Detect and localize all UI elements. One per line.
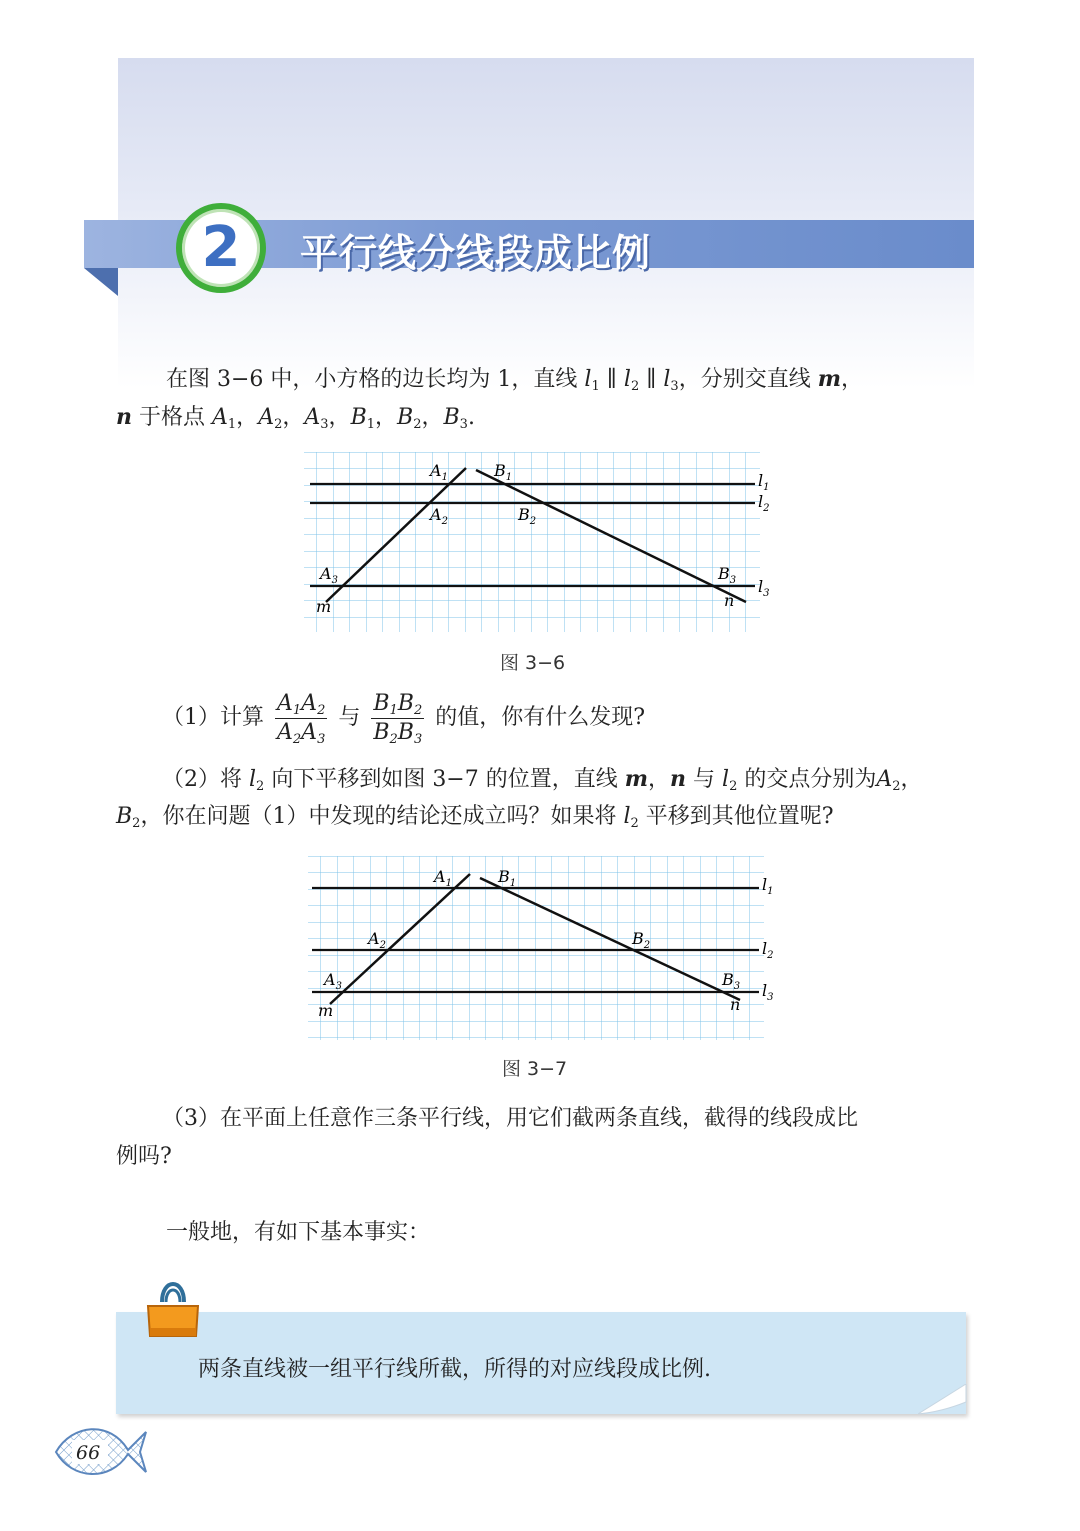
general-statement: 一般地，有如下基本事实： bbox=[166, 1220, 431, 1245]
section-title: 平行线分线段成比例 bbox=[300, 231, 652, 275]
label-m: m bbox=[316, 597, 332, 616]
grid bbox=[304, 452, 760, 632]
section-number: 2 bbox=[201, 215, 241, 280]
section-number-badge bbox=[176, 203, 266, 293]
basic-fact-text: 两条直线被一组平行线所截，所得的对应线段成比例. bbox=[198, 1357, 711, 1382]
label-n: n bbox=[730, 995, 741, 1014]
label-l2: $l_2$ bbox=[762, 939, 774, 961]
question-1: （1）计算 $\frac{A_1A_2}{A_2A_3}$ 与 $\frac{B_1B_2}{B_2B_3}$ 的值，你有什么发现? bbox=[162, 690, 646, 747]
page-number-ornament bbox=[54, 1420, 150, 1484]
label-l3: $l_3$ bbox=[758, 577, 770, 599]
label-B3: $B_3$ bbox=[718, 564, 737, 586]
label-n: n bbox=[724, 591, 735, 610]
intro-line-1: 在图 3−6 中，小方格的边长均为 1，直线 $l_1$ ∥ $l_2$ ∥ $l_3$，分别交直线 m， bbox=[166, 366, 863, 394]
paper-clip-icon bbox=[144, 1272, 202, 1344]
label-A3: $A_3$ bbox=[320, 564, 338, 586]
fraction-B: $\frac{B_1B_2}{B_2B_3}$ bbox=[373, 690, 423, 747]
question-3-line-2: 例吗? bbox=[116, 1144, 172, 1169]
page-number: 66 bbox=[76, 1442, 101, 1464]
figure-3-6 bbox=[300, 452, 780, 636]
label-A3: $A_3$ bbox=[324, 970, 342, 992]
label-l2: $l_2$ bbox=[758, 492, 770, 514]
label-B3: $B_3$ bbox=[722, 970, 741, 992]
figure-3-6-caption: 图 3−6 bbox=[500, 652, 566, 674]
page-curl bbox=[918, 1384, 968, 1416]
figure-3-7-caption: 图 3−7 bbox=[502, 1058, 568, 1080]
label-A1: $A_1$ bbox=[430, 461, 448, 483]
fraction-A: $\frac{A_1A_2}{A_2A_3}$ bbox=[277, 690, 326, 747]
label-A1: $A_1$ bbox=[434, 867, 452, 889]
label-B1: $B_1$ bbox=[498, 867, 517, 889]
figure-3-7 bbox=[304, 856, 784, 1046]
label-l1: $l_1$ bbox=[762, 875, 774, 897]
label-A2: $A_2$ bbox=[430, 505, 448, 527]
label-A2: $A_2$ bbox=[368, 929, 386, 951]
question-2-line-2: $B_2$，你在问题（1）中发现的结论还成立吗？如果将 $l_2$ 平移到其他位置呢? bbox=[116, 804, 834, 831]
question-3-line-1: （3）在平面上任意作三条平行线，用它们截两条直线，截得的线段成比 bbox=[162, 1106, 858, 1131]
label-l1: $l_1$ bbox=[758, 471, 770, 493]
label-B2: $B_2$ bbox=[518, 505, 537, 527]
label-B2: $B_2$ bbox=[632, 929, 651, 951]
title-bar-fold bbox=[84, 268, 118, 296]
grid bbox=[308, 856, 764, 1040]
label-m: m bbox=[318, 1001, 334, 1020]
intro-line-2: n 于格点 $A_1$，$A_2$，$A_3$，$B_1$，$B_2$，$B_3$. bbox=[116, 404, 475, 432]
label-B1: $B_1$ bbox=[494, 461, 513, 483]
label-l3: $l_3$ bbox=[762, 981, 774, 1003]
question-2-line-1: （2）将 $l_2$ 向下平移到如图 3−7 的位置，直线 m，n 与 $l_2$ 的交点分别为$A_2$， bbox=[162, 766, 923, 794]
